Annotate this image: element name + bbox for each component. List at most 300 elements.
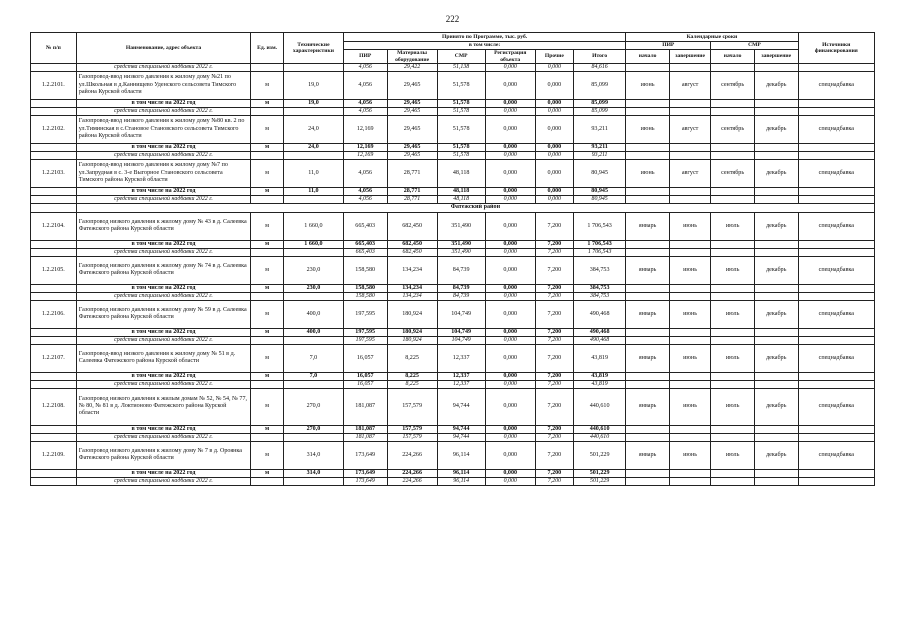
value-smr: 12,337 — [437, 381, 485, 389]
cell-empty — [711, 469, 755, 477]
value-smr: 96,114 — [437, 478, 485, 486]
special-surcharge-row — [31, 293, 875, 301]
cell-empty — [711, 328, 755, 336]
value-pir: 4,056 — [343, 108, 387, 116]
cell-empty — [626, 196, 670, 204]
value-smr: 12,337 — [437, 344, 485, 372]
cell-empty — [754, 64, 798, 72]
unit-cell — [251, 249, 284, 257]
value-smr: 51,578 — [437, 71, 485, 99]
cell-empty — [669, 284, 710, 292]
value-tot: 490,468 — [573, 337, 625, 345]
year-total-row — [31, 469, 875, 477]
value-mat: 28,771 — [387, 196, 437, 204]
cell-empty — [798, 293, 874, 301]
cell-empty — [669, 372, 710, 380]
source-cell: спецнадбавка — [798, 159, 874, 187]
cell-empty — [798, 143, 874, 151]
value-smr: 351,490 — [437, 249, 485, 257]
value-oth: 0,000 — [535, 143, 573, 151]
row-label: средства специальной надбавки 2022 г. — [76, 337, 250, 345]
value-reg: 0,000 — [485, 115, 535, 143]
date-ss: сентябрь — [711, 71, 755, 99]
value-pir: 16,057 — [343, 381, 387, 389]
value-tot: 490,468 — [573, 328, 625, 336]
value-oth: 0,000 — [535, 115, 573, 143]
unit-cell: м — [251, 159, 284, 187]
value-smr: 48,118 — [437, 196, 485, 204]
unit-cell: м — [251, 372, 284, 380]
tech-cell: 270,0 — [283, 425, 343, 433]
date-pe: август — [669, 159, 710, 187]
object-number: 1.2.2106. — [31, 300, 77, 328]
date-se: декабрь — [754, 212, 798, 240]
value-smr: 51,578 — [437, 143, 485, 151]
date-ss: июль — [711, 388, 755, 425]
cell-empty — [711, 293, 755, 301]
cell-empty — [754, 469, 798, 477]
value-oth: 7,200 — [535, 381, 573, 389]
value-reg: 0,000 — [485, 143, 535, 151]
cell-empty — [31, 469, 77, 477]
object-row — [31, 212, 875, 240]
cell-empty — [754, 99, 798, 107]
district-name: Фатежский район — [76, 203, 874, 212]
unit-cell: м — [251, 212, 284, 240]
header-calendar: Календарные сроки — [626, 33, 798, 42]
value-mat: 224,266 — [387, 469, 437, 477]
value-mat: 157,579 — [387, 434, 437, 442]
special-surcharge-row — [31, 381, 875, 389]
tech-cell — [283, 293, 343, 301]
value-oth: 7,200 — [535, 478, 573, 486]
cell-empty — [798, 108, 874, 116]
date-ss: июль — [711, 256, 755, 284]
date-se: декабрь — [754, 159, 798, 187]
value-pir: 12,169 — [343, 115, 387, 143]
header-pir-end: завершение — [669, 50, 710, 64]
unit-cell: м — [251, 300, 284, 328]
value-smr: 94,744 — [437, 434, 485, 442]
unit-cell: м — [251, 441, 284, 469]
cell-empty — [31, 293, 77, 301]
value-mat: 682,450 — [387, 240, 437, 248]
tech-cell: 24,0 — [283, 115, 343, 143]
year-total-row — [31, 425, 875, 433]
cell-empty — [669, 381, 710, 389]
value-oth: 0,000 — [535, 99, 573, 107]
cell-empty — [754, 284, 798, 292]
unit-cell: м — [251, 328, 284, 336]
source-cell: спецнадбавка — [798, 344, 874, 372]
source-cell: спецнадбавка — [798, 300, 874, 328]
value-pir: 16,057 — [343, 344, 387, 372]
cell-empty — [626, 478, 670, 486]
value-reg: 0,000 — [485, 196, 535, 204]
cell-empty — [669, 240, 710, 248]
value-pir: 4,056 — [343, 71, 387, 99]
header-sources: Источники финансирования — [798, 33, 874, 64]
tech-cell — [283, 381, 343, 389]
unit-cell: м — [251, 187, 284, 195]
object-name: Газопровод низкого давления к жилому дому № 43 в д. Салеевка Фатежского района Курской области — [76, 212, 250, 240]
cell-empty — [754, 478, 798, 486]
value-tot: 80,945 — [573, 196, 625, 204]
value-reg: 0,000 — [485, 212, 535, 240]
value-reg: 0,000 — [485, 293, 535, 301]
date-pe: июнь — [669, 344, 710, 372]
value-pir: 158,580 — [343, 284, 387, 292]
value-smr: 351,490 — [437, 212, 485, 240]
special-surcharge-row — [31, 152, 875, 160]
value-mat: 682,450 — [387, 249, 437, 257]
header-including: в том числе: — [343, 42, 625, 50]
value-pir: 181,087 — [343, 434, 387, 442]
value-reg: 0,000 — [485, 328, 535, 336]
row-label: средства специальной надбавки 2022 г. — [76, 152, 250, 160]
value-mat: 28,771 — [387, 187, 437, 195]
cell-empty — [711, 434, 755, 442]
value-tot: 1 706,543 — [573, 212, 625, 240]
date-ps: январь — [626, 388, 670, 425]
date-ss: июль — [711, 344, 755, 372]
unit-cell: м — [251, 284, 284, 292]
value-tot: 384,753 — [573, 293, 625, 301]
value-oth: 0,000 — [535, 159, 573, 187]
cell-empty — [669, 434, 710, 442]
object-number: 1.2.2101. — [31, 71, 77, 99]
cell-empty — [31, 99, 77, 107]
unit-cell — [251, 64, 284, 72]
year-total-row — [31, 143, 875, 151]
cell-empty — [754, 187, 798, 195]
cell-empty — [626, 469, 670, 477]
value-reg: 0,000 — [485, 337, 535, 345]
cell-empty — [626, 99, 670, 107]
value-reg: 0,000 — [485, 434, 535, 442]
value-oth: 0,000 — [535, 196, 573, 204]
header-pir: ПИР — [343, 50, 387, 64]
cell-empty — [669, 143, 710, 151]
value-oth: 7,200 — [535, 300, 573, 328]
year-total-row — [31, 187, 875, 195]
cell-empty — [754, 372, 798, 380]
cell-empty — [798, 337, 874, 345]
header-total: Итого — [573, 50, 625, 64]
value-mat: 134,234 — [387, 284, 437, 292]
special-surcharge-row — [31, 196, 875, 204]
object-row — [31, 388, 875, 425]
tech-cell: 230,0 — [283, 284, 343, 292]
value-tot: 93,211 — [573, 152, 625, 160]
value-pir: 665,403 — [343, 240, 387, 248]
value-mat: 157,579 — [387, 388, 437, 425]
tech-cell — [283, 249, 343, 257]
cell-empty — [31, 478, 77, 486]
row-label: средства специальной надбавки 2022 г. — [76, 249, 250, 257]
date-pe: июнь — [669, 256, 710, 284]
tech-cell: 7,0 — [283, 344, 343, 372]
value-reg: 0,000 — [485, 108, 535, 116]
cell-empty — [754, 293, 798, 301]
date-se: декабрь — [754, 115, 798, 143]
header-accepted: Принято по Программе, тыс. руб. — [343, 33, 625, 42]
value-pir: 12,169 — [343, 143, 387, 151]
cell-empty — [754, 434, 798, 442]
tech-cell — [283, 196, 343, 204]
cell-empty — [798, 469, 874, 477]
date-ps: январь — [626, 256, 670, 284]
value-reg: 0,000 — [485, 425, 535, 433]
object-row — [31, 441, 875, 469]
value-smr: 96,114 — [437, 441, 485, 469]
cell-empty — [711, 108, 755, 116]
row-label: средства специальной надбавки 2022 г. — [76, 108, 250, 116]
value-smr: 104,749 — [437, 337, 485, 345]
year-total-row — [31, 372, 875, 380]
value-smr: 84,739 — [437, 256, 485, 284]
object-name: Газопровод-ввод низкого давления к жилому дому № 51 в д. Салеевка Фатежского района Курской области — [76, 344, 250, 372]
value-pir: 197,595 — [343, 328, 387, 336]
value-tot: 384,753 — [573, 256, 625, 284]
tech-cell — [283, 478, 343, 486]
cell-empty — [754, 196, 798, 204]
value-oth: 7,200 — [535, 425, 573, 433]
cell-empty — [711, 196, 755, 204]
object-number: 1.2.2104. — [31, 212, 77, 240]
value-tot: 93,211 — [573, 143, 625, 151]
value-mat: 8,225 — [387, 381, 437, 389]
cell-empty — [31, 64, 77, 72]
tech-cell: 7,0 — [283, 372, 343, 380]
row-label: в том числе на 2022 год — [76, 328, 250, 336]
value-pir: 665,403 — [343, 249, 387, 257]
date-ps: июнь — [626, 115, 670, 143]
page-number: 222 — [445, 14, 460, 24]
row-label: средства специальной надбавки 2022 г. — [76, 381, 250, 389]
tech-cell: 19,0 — [283, 71, 343, 99]
value-tot: 84,616 — [573, 64, 625, 72]
value-smr: 94,744 — [437, 425, 485, 433]
header-other: Прочие — [535, 50, 573, 64]
value-tot: 1 706,543 — [573, 240, 625, 248]
value-smr: 48,118 — [437, 159, 485, 187]
tech-cell: 400,0 — [283, 300, 343, 328]
object-number: 1.2.2103. — [31, 159, 77, 187]
value-pir: 12,169 — [343, 152, 387, 160]
value-reg: 0,000 — [485, 372, 535, 380]
cell-empty — [754, 425, 798, 433]
year-total-row — [31, 240, 875, 248]
value-mat: 29,465 — [387, 143, 437, 151]
cell-empty — [669, 64, 710, 72]
source-cell: спецнадбавка — [798, 388, 874, 425]
cell-empty — [669, 108, 710, 116]
value-reg: 0,000 — [485, 388, 535, 425]
row-label: средства специальной надбавки 2022 г. — [76, 64, 250, 72]
value-oth: 7,200 — [535, 388, 573, 425]
value-mat: 29,465 — [387, 71, 437, 99]
cell-empty — [711, 381, 755, 389]
cell-empty — [669, 337, 710, 345]
value-pir: 158,580 — [343, 256, 387, 284]
cell-empty — [626, 64, 670, 72]
date-pe: июнь — [669, 388, 710, 425]
value-reg: 0,000 — [485, 99, 535, 107]
cell-empty — [754, 143, 798, 151]
value-smr: 51,578 — [437, 108, 485, 116]
unit-cell — [251, 478, 284, 486]
value-oth: 0,000 — [535, 152, 573, 160]
row-label: в том числе на 2022 год — [76, 425, 250, 433]
cell-empty — [754, 328, 798, 336]
cell-empty — [31, 187, 77, 195]
value-pir: 173,649 — [343, 469, 387, 477]
value-oth: 7,200 — [535, 293, 573, 301]
unit-cell: м — [251, 425, 284, 433]
value-mat: 134,234 — [387, 256, 437, 284]
value-smr: 51,138 — [437, 64, 485, 72]
cell-empty — [711, 152, 755, 160]
value-tot: 80,945 — [573, 159, 625, 187]
unit-cell: м — [251, 469, 284, 477]
cell-empty — [711, 240, 755, 248]
value-reg: 0,000 — [485, 249, 535, 257]
value-tot: 85,099 — [573, 99, 625, 107]
object-row — [31, 300, 875, 328]
value-mat: 682,450 — [387, 212, 437, 240]
object-name: Газопровод-ввод низкого давления к жилому дому №80 кв. 2 по ул.Тиминская в с.Становое Становского сельсовета Тимского района Курской области — [76, 115, 250, 143]
special-surcharge-row — [31, 478, 875, 486]
value-tot: 440,610 — [573, 434, 625, 442]
value-smr: 84,739 — [437, 284, 485, 292]
special-surcharge-row — [31, 108, 875, 116]
value-tot: 490,468 — [573, 300, 625, 328]
date-ps: январь — [626, 344, 670, 372]
value-oth: 0,000 — [535, 64, 573, 72]
cell-empty — [798, 240, 874, 248]
value-oth: 7,200 — [535, 240, 573, 248]
value-tot: 43,819 — [573, 372, 625, 380]
cell-empty — [626, 372, 670, 380]
value-reg: 0,000 — [485, 256, 535, 284]
cell-empty — [626, 328, 670, 336]
cell-empty — [626, 143, 670, 151]
value-reg: 0,000 — [485, 381, 535, 389]
special-surcharge-row — [31, 249, 875, 257]
value-reg: 0,000 — [485, 300, 535, 328]
date-ss: сентябрь — [711, 159, 755, 187]
cell-empty — [669, 152, 710, 160]
row-label: в том числе на 2022 год — [76, 187, 250, 195]
value-oth: 7,200 — [535, 328, 573, 336]
object-row — [31, 71, 875, 99]
value-reg: 0,000 — [485, 441, 535, 469]
cell-empty — [798, 152, 874, 160]
object-name: Газопровод низкого давления к жилому дому № 59 в д. Салеевка Фатежского района Курской области — [76, 300, 250, 328]
object-name: Газопровод низкого давления к жилому дому № 74 в д. Салеевка Фатежского района Курской области — [76, 256, 250, 284]
value-reg: 0,000 — [485, 152, 535, 160]
row-label: в том числе на 2022 год — [76, 284, 250, 292]
special-surcharge-row — [31, 434, 875, 442]
value-mat: 29,465 — [387, 115, 437, 143]
table-header — [31, 33, 875, 64]
date-se: декабрь — [754, 388, 798, 425]
unit-cell — [251, 293, 284, 301]
cell-empty — [754, 240, 798, 248]
cell-empty — [31, 284, 77, 292]
tech-cell: 270,0 — [283, 388, 343, 425]
value-reg: 0,000 — [485, 478, 535, 486]
value-smr: 84,739 — [437, 293, 485, 301]
object-number: 1.2.2107. — [31, 344, 77, 372]
cell-empty — [626, 108, 670, 116]
date-se: декабрь — [754, 71, 798, 99]
value-mat: 29,465 — [387, 152, 437, 160]
date-ss: сентябрь — [711, 115, 755, 143]
cell-empty — [626, 434, 670, 442]
value-pir: 4,056 — [343, 196, 387, 204]
unit-cell: м — [251, 256, 284, 284]
header-no: № п/п — [31, 33, 77, 64]
value-tot: 501,229 — [573, 478, 625, 486]
row-label: в том числе на 2022 год — [76, 99, 250, 107]
header-cal-pir: ПИР — [626, 42, 711, 50]
value-pir: 181,087 — [343, 388, 387, 425]
value-pir: 158,580 — [343, 293, 387, 301]
date-pe: июнь — [669, 300, 710, 328]
cell-empty — [711, 99, 755, 107]
cell-empty — [31, 434, 77, 442]
cell-empty — [754, 337, 798, 345]
date-pe: август — [669, 71, 710, 99]
special-surcharge-row — [31, 337, 875, 345]
date-se: декабрь — [754, 256, 798, 284]
value-pir: 4,056 — [343, 159, 387, 187]
value-smr: 94,744 — [437, 388, 485, 425]
date-ss: июль — [711, 300, 755, 328]
cell-empty — [798, 187, 874, 195]
object-row — [31, 159, 875, 187]
cell-empty — [798, 372, 874, 380]
value-pir: 197,595 — [343, 337, 387, 345]
value-smr: 51,578 — [437, 152, 485, 160]
value-tot: 1 706,543 — [573, 249, 625, 257]
unit-cell — [251, 337, 284, 345]
value-oth: 7,200 — [535, 337, 573, 345]
date-ps: январь — [626, 441, 670, 469]
value-tot: 440,610 — [573, 425, 625, 433]
cell-empty — [669, 469, 710, 477]
value-mat: 224,266 — [387, 478, 437, 486]
row-label: в том числе на 2022 год — [76, 372, 250, 380]
tech-cell: 230,0 — [283, 256, 343, 284]
value-oth: 7,200 — [535, 249, 573, 257]
district-row — [31, 203, 875, 212]
cell-empty — [754, 249, 798, 257]
unit-cell: м — [251, 388, 284, 425]
row-label: в том числе на 2022 год — [76, 469, 250, 477]
cell-empty — [711, 425, 755, 433]
object-row — [31, 115, 875, 143]
value-pir: 4,056 — [343, 187, 387, 195]
value-smr: 104,749 — [437, 300, 485, 328]
date-ss: июль — [711, 212, 755, 240]
cell-empty — [626, 240, 670, 248]
cell-empty — [31, 143, 77, 151]
object-name: Газопровод-ввод низкого давления к жилому дому №7 по ул.Запрудная в с. 3-е Выгорное Становского сельсовета Тимского района Курской области — [76, 159, 250, 187]
cell-empty — [798, 64, 874, 72]
